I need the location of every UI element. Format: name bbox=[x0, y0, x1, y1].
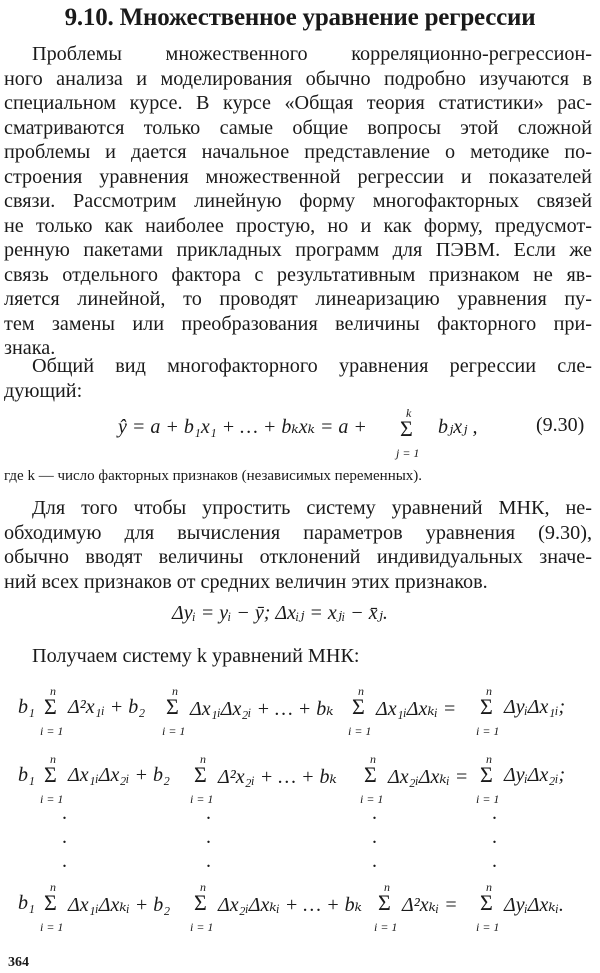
sum-upper-limit: k bbox=[406, 406, 412, 420]
sum-upper-limit: n bbox=[50, 752, 56, 766]
term: Δx₂ᵢΔxₖᵢ + … + bₖ bbox=[218, 894, 362, 916]
paragraph-4: Получаем систему k уравнений МНК: bbox=[32, 645, 360, 667]
text-line: проблемы и дается начальное представление о методике по- bbox=[4, 141, 592, 163]
sum-lower-limit: i = 1 bbox=[348, 724, 372, 738]
equation-number: (9.30) bbox=[536, 414, 585, 436]
text-line: связь отдельного фактора с результативным признаком не яв- bbox=[4, 263, 592, 286]
sum-symbol: Σ bbox=[378, 890, 391, 915]
text-line: Для того чтобы упростить систему уравнений МНК, не- bbox=[32, 497, 592, 519]
sum-symbol: Σ bbox=[364, 762, 377, 787]
sum-upper-limit: n bbox=[384, 880, 390, 894]
sum-lower-limit: i = 1 bbox=[40, 792, 64, 806]
text-line: не только как наиболее простую, но и как форму, предусмот- bbox=[4, 214, 592, 237]
sum-upper-limit: n bbox=[370, 752, 376, 766]
sum-lower-limit: i = 1 bbox=[190, 792, 214, 806]
paragraph-3 bbox=[4, 496, 592, 594]
text-line: ний всех признаков от средних величин этих признаков. bbox=[4, 570, 488, 593]
term: ΔyᵢΔx₂ᵢ; bbox=[504, 764, 566, 786]
sum-lower-limit: i = 1 bbox=[162, 724, 186, 738]
sum-symbol: Σ bbox=[44, 890, 57, 915]
section-heading: 9.10. Множественное уравнение регрессии bbox=[64, 4, 536, 31]
text-line: ренную пакетами прикладных программ для ПЭВМ. Если же bbox=[4, 239, 592, 261]
term: Δx₂ᵢΔxₖᵢ = bbox=[388, 766, 469, 788]
sum-upper-limit: n bbox=[200, 752, 206, 766]
text-line: строения уравнения множественной регрессии и показателей bbox=[4, 165, 592, 188]
term: Δx₁ᵢΔx₂ᵢ + … + bₖ bbox=[190, 698, 334, 720]
sum-symbol: Σ bbox=[194, 762, 207, 787]
term: Δx₁ᵢΔxₖᵢ + b₂ bbox=[68, 894, 171, 916]
sum-upper-limit: n bbox=[486, 880, 492, 894]
where-note: где k — число факторных признаков (независимых переменных). bbox=[4, 468, 423, 484]
sum-lower-limit: i = 1 bbox=[40, 920, 64, 934]
deviation-formulas: Δyᵢ = yᵢ − ȳ; Δxᵢⱼ = xⱼᵢ − x̄ⱼ. bbox=[172, 602, 388, 624]
text-line: знака. bbox=[4, 337, 56, 359]
coef: b₁ bbox=[18, 764, 35, 786]
sum-symbol: Σ bbox=[44, 694, 57, 719]
sum-lower-limit: i = 1 bbox=[360, 792, 384, 806]
coef: b₁ bbox=[18, 696, 35, 718]
sum-symbol: Σ bbox=[480, 694, 493, 719]
sum-symbol: Σ bbox=[194, 890, 207, 915]
book-page: 9.10. Множественное уравнение регрессии Проблемы множественного корреляционно-регрессион- ного анализа и моделирования обычно подробно изучаются в специальном курсе. В курсе «Общая теория статистики» рас- сматриваются только самые общие вопросы этой сложной проблемы и дается начальное представление о методике по- строения уравнения множественной регрессии и показателей связи. Рассмотрим линейную форму многофакторных связей не только как наиболее простую, но и как форму, предусмот- ренную пакетами прикладных программ для ПЭВМ. Если же связь отдельного фактора с результативным признаком не яв- ляется линейной, то проводят линеаризацию уравнения пу- тем замены или преобразования величины факторного при- знака. Общий вид многофакторного уравнения регрессии сле- дующий: ŷ = a + b₁x₁ + … + bₖxₖ = a + k Σ j = 1 bⱼxⱼ , (9.30) где k — число факторных признаков (независимых переменных). Для того чтобы упростить систему уравнений МНК, не- обходимую для вычисления параметров уравнения (9.30), обычно вводят величины отклонений индивидуальных значе- ний всех признаков от средних величин этих признаков. Δyᵢ = yᵢ − ȳ; Δxᵢⱼ = xⱼᵢ − x̄ⱼ. Получаем систему k уравнений МНК: b₁ n Σ i = 1 Δ²x₁ᵢ + b₂ n Σ i = 1 Δx₁ᵢΔx₂ᵢ + … + bₖ n Σ i = 1 Δx₁ᵢΔxₖᵢ = n Σ i = 1 ΔyᵢΔx₁ᵢ; b₁ n Σ i = 1 Δx₁ᵢΔx₂ᵢ + b₂ n Σ i = 1 Δ²x₂ᵢ + … + bₖ n Σ i = 1 Δx₂ᵢΔxₖᵢ = n Σ i = 1 ΔyᵢΔx₂ᵢ; . . . . . . . . . . . . b₁ n Σ i = 1 Δx₁ᵢΔxₖᵢ + b₂ n Σ i = 1 Δx₂ᵢΔxₖᵢ + … + bₖ n Σ i = 1 Δ²xₖᵢ = n Σ i = 1 ΔyᵢΔxₖᵢ. 364 bbox=[0, 0, 600, 973]
sum-lower-limit: j = 1 bbox=[396, 446, 420, 460]
term: ΔyᵢΔx₁ᵢ; bbox=[504, 696, 566, 718]
term: Δ²xₖᵢ = bbox=[402, 894, 458, 916]
sum-upper-limit: n bbox=[172, 684, 178, 698]
paragraph-2 bbox=[4, 354, 592, 403]
term: Δ²x₁ᵢ + b₂ bbox=[68, 696, 146, 718]
sum-upper-limit: n bbox=[486, 684, 492, 698]
text-line: обычно вводят величины отклонений индивидуальных значе- bbox=[4, 546, 592, 568]
sum-upper-limit: n bbox=[50, 880, 56, 894]
text-line: Проблемы множественного корреляционно-регрессион- bbox=[32, 43, 592, 65]
sum-upper-limit: n bbox=[486, 752, 492, 766]
sum-lower-limit: i = 1 bbox=[476, 724, 500, 738]
sum-symbol: Σ bbox=[166, 694, 179, 719]
equation-lhs: ŷ = a + b₁x₁ + … + bₖxₖ = a + bbox=[118, 416, 367, 438]
sum-symbol: Σ bbox=[400, 416, 413, 441]
text-line: обходимую для вычисления параметров уравнения (9.30), bbox=[4, 521, 592, 544]
equation-term: bⱼxⱼ , bbox=[438, 416, 478, 438]
sum-upper-limit: n bbox=[200, 880, 206, 894]
sum-upper-limit: n bbox=[358, 684, 364, 698]
page-number: 364 bbox=[8, 955, 29, 970]
text-line: Общий вид многофакторного уравнения регрессии сле- bbox=[32, 355, 592, 377]
sum-lower-limit: i = 1 bbox=[374, 920, 398, 934]
sum-symbol: Σ bbox=[44, 762, 57, 787]
sum-symbol: Σ bbox=[352, 694, 365, 719]
term: Δx₁ᵢΔx₂ᵢ + b₂ bbox=[68, 764, 170, 786]
text-line: тем замены или преобразования величины факторного при- bbox=[4, 312, 592, 335]
sum-symbol: Σ bbox=[480, 890, 493, 915]
text-line: связи. Рассмотрим линейную форму многофакторных связей bbox=[4, 190, 592, 212]
term: ΔyᵢΔxₖᵢ. bbox=[504, 894, 564, 916]
sum-lower-limit: i = 1 bbox=[476, 792, 500, 806]
paragraph-1 bbox=[4, 42, 592, 361]
term: Δx₁ᵢΔxₖᵢ = bbox=[376, 698, 457, 720]
text-line: сматриваются только самые общие вопросы этой сложной bbox=[4, 116, 592, 139]
coef: b₁ bbox=[18, 892, 35, 914]
sum-upper-limit: n bbox=[50, 684, 56, 698]
text-line: ляется линейной, то проводят линеаризацию уравнения пу- bbox=[4, 288, 592, 310]
sum-symbol: Σ bbox=[480, 762, 493, 787]
text-line: дующий: bbox=[4, 379, 83, 402]
text-line: ного анализа и моделирования обычно подробно изучаются в bbox=[4, 67, 592, 90]
sum-lower-limit: i = 1 bbox=[40, 724, 64, 738]
term: Δ²x₂ᵢ + … + bₖ bbox=[218, 766, 337, 788]
sum-lower-limit: i = 1 bbox=[476, 920, 500, 934]
text-line: специальном курсе. В курсе «Общая теория статистики» рас- bbox=[4, 92, 592, 114]
sum-lower-limit: i = 1 bbox=[190, 920, 214, 934]
